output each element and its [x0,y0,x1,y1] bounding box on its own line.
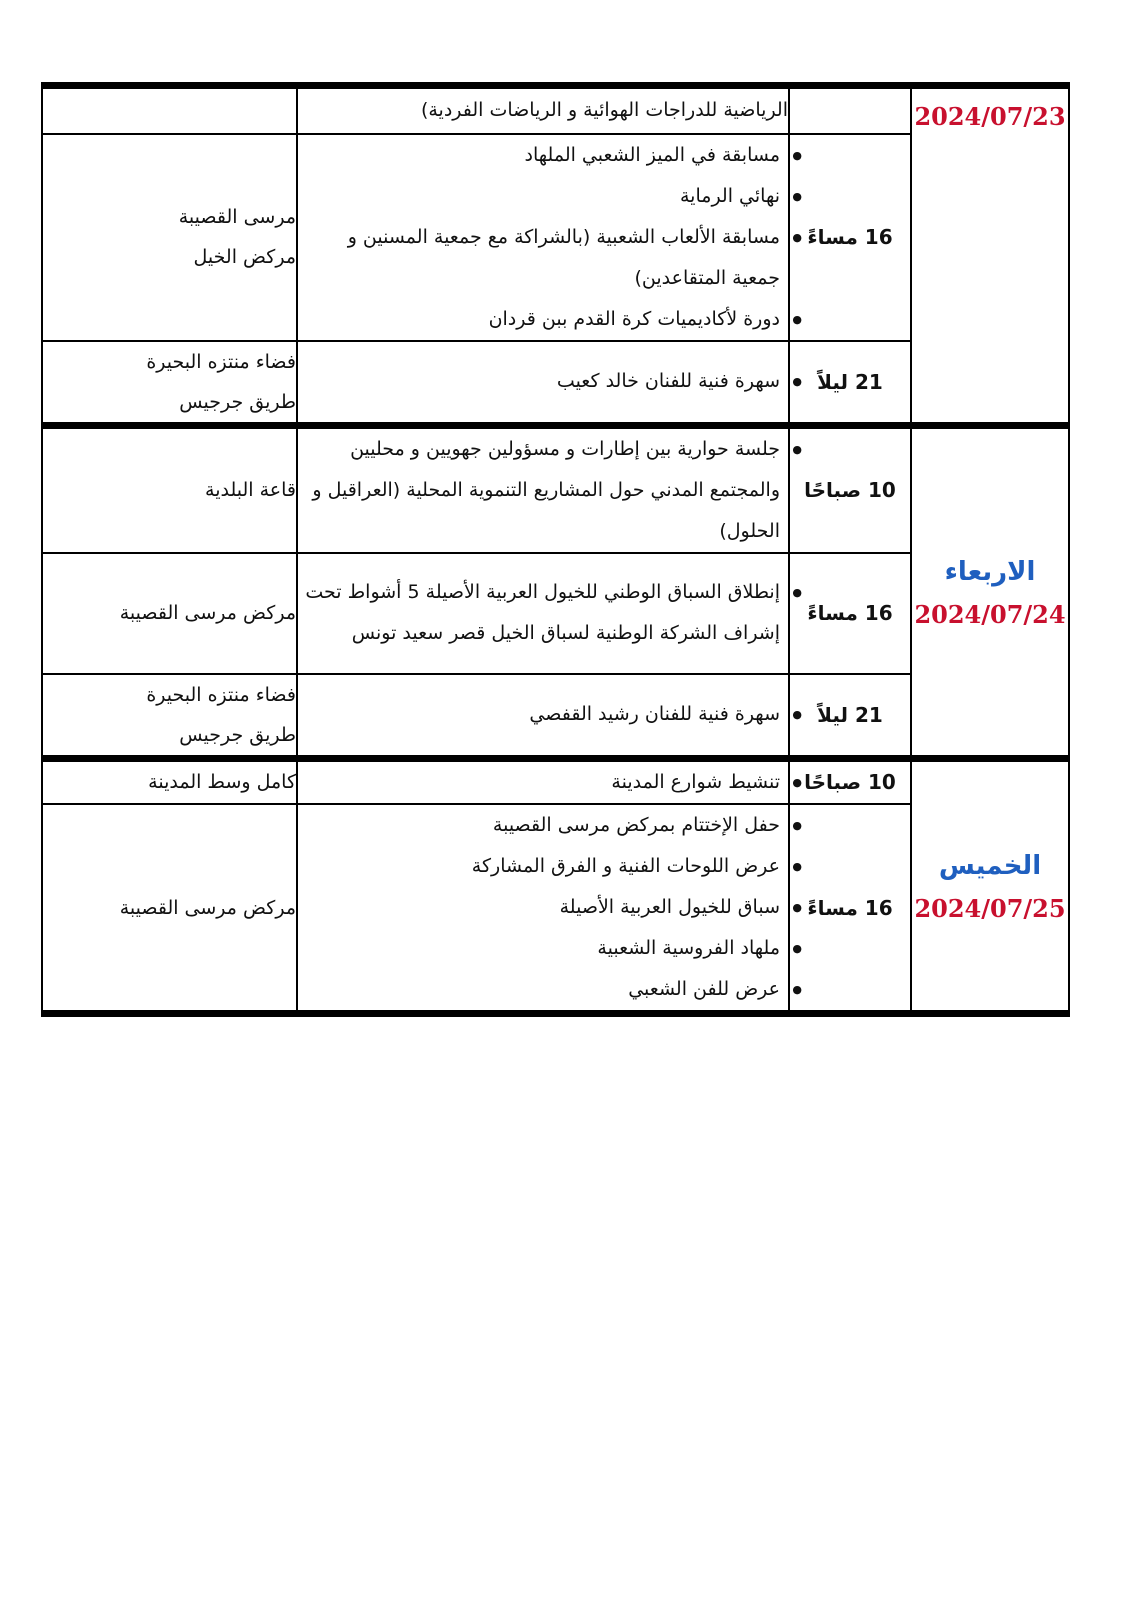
activity-continuation: الرياضية للدراجات الهوائية و الرياضات الفردية) [420,99,788,122]
schedule [41,82,1068,1017]
date-text: 2024/07/25 [914,893,1066,923]
schedule-row [42,758,1069,804]
schedule-row [42,86,1069,134]
date-cell [911,425,1069,758]
place-line: طريق جرجيس [179,723,296,746]
time-cell [789,86,911,134]
activity-item: ● مسابقة في الميز الشعبي الملهاد [298,135,788,176]
place-line: فضاء منتزه البحيرة [146,350,296,373]
time-cell: 21 ليلاً [789,341,911,426]
activities-cell [297,134,789,341]
activities-cell [297,86,789,134]
activity-item: ● سهرة فنية للفنان رشيد القفصي [298,694,788,735]
place-cell [42,425,297,553]
date-cell [911,758,1069,1014]
time-cell: 16 مساءً [789,134,911,341]
activity-list [298,572,788,654]
activity-list [298,429,788,552]
place-line: طريق جرجيس [179,390,296,413]
activity-list [298,762,788,803]
place-line: مركض مرسى القصيبة [119,896,296,919]
activity-item: ● تنشيط شوارع المدينة [298,762,788,803]
activity-list [298,135,788,340]
place-cell [42,674,297,759]
place-cell [42,804,297,1014]
time-cell: 21 ليلاً [789,674,911,759]
activity-item: ● إنطلاق السباق الوطني للخيول العربية الأصيلة 5 أشواط تحت إشراف الشركة الوطنية لسباق الخيل قصر سعيد تونس [298,572,788,654]
date-cell [911,86,1069,426]
activity-list [298,361,788,402]
day-group [42,758,1069,1014]
activity-item: ● جلسة حوارية بين إطارات و مسؤولين جهويين و محليين والمجتمع المدني حول المشاريع التنموية المحلية (العراقيل و الحلول) [298,429,788,552]
activity-item: ● عرض للفن الشعبي [298,969,788,1010]
place-cell [42,86,297,134]
activities-cell [297,674,789,759]
activities-cell [297,425,789,553]
place-line: مركض مرسى القصيبة [119,602,296,624]
time-cell: 10 صباحًا [789,425,911,553]
activity-item: ● دورة لأكاديميات كرة القدم ببن قردان [298,299,788,340]
place-cell [42,341,297,426]
day-group [42,425,1069,758]
activity-item: ● نهائي الرماية [298,176,788,217]
time-cell: 16 مساءً [789,804,911,1014]
day-name: الاربعاء [944,556,1036,587]
place-cell [42,758,297,804]
activities-cell [297,758,789,804]
activity-item: ● ملهاد الفروسية الشعبية [298,928,788,969]
date-text: 2024/07/23 [914,102,1066,131]
time-cell: 16 مساءً [789,553,911,674]
activity-item: ● سباق للخيول العربية الأصيلة [298,887,788,928]
activities-cell [297,341,789,426]
place-line: فضاء منتزه البحيرة [146,683,296,706]
activity-list [298,694,788,735]
activity-list [298,805,788,1010]
place-line: مركض الخيل [193,246,296,268]
place-line: مرسى القصيبة [178,206,296,228]
activities-cell [297,804,789,1014]
place-cell [42,134,297,341]
place-line: قاعة البلدية [205,479,296,501]
place-cell [42,553,297,674]
activities-cell [297,553,789,674]
activity-item: ● مسابقة الألعاب الشعبية (بالشراكة مع جمعية المسنين و جمعية المتقاعدين) [298,217,788,299]
schedule-row [42,425,1069,553]
date-text: 2024/07/24 [914,599,1066,629]
day-group [42,86,1069,426]
place-line: كامل وسط المدينة [148,771,296,794]
day-name: الخميس [938,850,1042,881]
time-cell: 10 صباحًا [789,758,911,804]
program-table [41,82,1070,1017]
activity-item: ● عرض اللوحات الفنية و الفرق المشاركة [298,846,788,887]
activity-item: ● سهرة فنية للفنان خالد كعيب [298,361,788,402]
activity-item: ● حفل الإختتام بمركض مرسى القصيبة [298,805,788,846]
